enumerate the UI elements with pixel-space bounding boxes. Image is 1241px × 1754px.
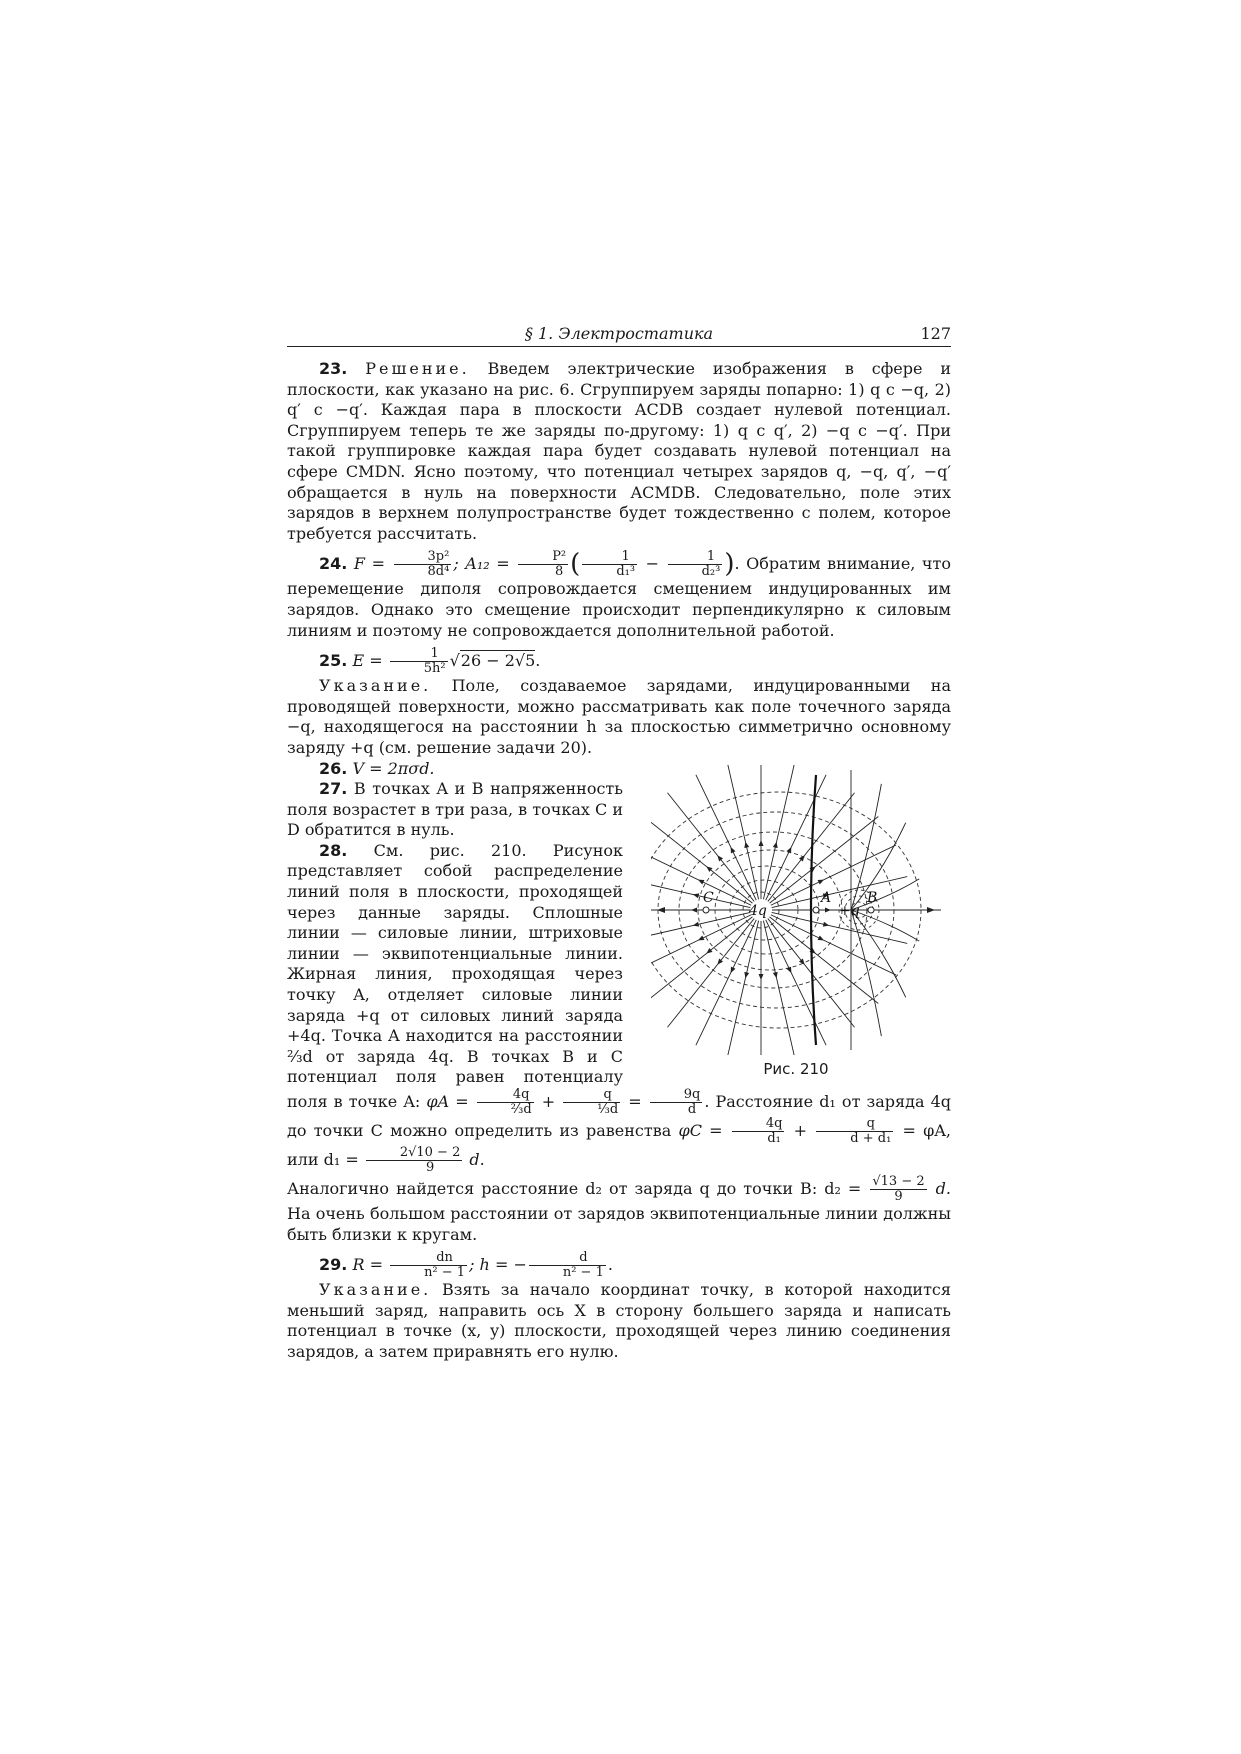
answer-text: Введем электрические изображения в сфере и плоскости, как указано на рис. 6. Сгруппируем заряды попарно: 1) q с −q, 2) q′ с −q′. Каждая пара в плоскости ACDB создает нулевой потенциал. Сгруппируем теперь те же заряды по-другому: 1) q с q′, 2) −q с −q′. При такой группировке каждая пара будет создавать нулевой потенциал на сфере CMDN. Ясно поэтому, что потенциал четырех зарядов q, −q, q′, −q′ обращается в нуль на поверхности ACMDB. Следовательно, поле этих зарядов в верхнем полупространстве будет тождественно с полем, которое требуется рассчитать.	[287, 359, 952, 543]
field-arrow	[743, 971, 749, 978]
answer-25: 25. E = $\frac{1}{\text{5h²}}$ √26 − 2√5.	[319, 646, 541, 677]
answer-26: 26. V = 2πσd.	[319, 758, 435, 778]
field-line	[851, 910, 919, 941]
answer-27: 27. В точках A и B напряженность поля возрастет в три раза, в точках C и D обратится в нуль.	[287, 779, 623, 840]
label-q: +q	[839, 902, 860, 919]
hint-text: Взять за начало координат точку, в которой находится меньший заряд, направить ось X в сторону большего заряда и написать потенциал в точке (x, y) плоскости, проходящей через линию соединения зарядов, а затем приравнять его нулю.	[287, 1280, 951, 1361]
field-arrow	[773, 971, 779, 978]
field-arrow	[787, 845, 794, 853]
problem-number: 28.	[319, 840, 348, 860]
fraction: $\frac{\text{P²}}{8}$	[518, 550, 568, 579]
field-arrow	[787, 966, 794, 974]
fraction: $\frac{1}{\text{5h²}}$	[390, 647, 448, 676]
field-arrow	[823, 921, 830, 927]
problem-number: 29.	[319, 1255, 348, 1275]
answer-28-cont: Аналогично найдется расстояние d₂ от заряда q до точки B: d₂ = $\frac{√13 - 2}{9}$ d. На очень большом расстоянии от зарядов эквипотенциальные линии должны быть близки к кругам.	[287, 1174, 951, 1244]
section-title: § 1. Электростатика	[524, 324, 714, 343]
field-arrow	[728, 845, 735, 853]
field-arrow	[759, 840, 764, 846]
field-arrow	[728, 966, 735, 974]
answer-24: 24. F = $\frac{\text{3p²}}{\text{8d⁴}}$ ; A₁₂ = $\frac{\text{P²}}{8}$ ( $\frac{1}{\text{d₁³}}$ − $\frac{1}{\text{d₂³}}$ ). Обратим внимание, что перемещение диполя сопровождается смещением индуцированных им зарядов. Однако это смещение происходит перпендикулярно к силовым линиям и поэтому не сопровождается дополнительной работой.	[287, 549, 951, 640]
problem-number: 23.	[319, 359, 348, 378]
field-arrow	[773, 841, 779, 848]
field-line	[767, 876, 907, 908]
field-line	[851, 910, 906, 997]
field-line	[651, 913, 756, 1003]
field-line	[728, 915, 760, 1054]
hint-label: Указание.	[319, 1280, 432, 1300]
figure-block	[287, 759, 951, 1246]
answer-23	[287, 359, 951, 544]
answer-label: Решение.	[365, 359, 470, 378]
field-arrow	[759, 974, 764, 980]
problem-number: 24.	[319, 554, 348, 574]
hint-29	[287, 1280, 951, 1362]
field-line	[767, 911, 907, 943]
point-c	[703, 907, 709, 913]
formula-part: F =	[353, 554, 392, 574]
page	[287, 322, 951, 1363]
field-arrow	[697, 935, 705, 942]
figure-caption: Рис. 210	[763, 1059, 829, 1078]
field-line	[728, 765, 760, 904]
formula-part: ; A₁₂ =	[453, 554, 517, 574]
label-b: B	[867, 889, 878, 906]
field-arrow	[692, 921, 699, 927]
field-line	[762, 765, 794, 904]
formula-part: E =	[352, 651, 388, 671]
square-root: 26 − 2√5	[460, 651, 536, 671]
page-number: 127	[920, 324, 951, 343]
label-a: A	[821, 889, 832, 906]
field-line	[851, 822, 906, 909]
problem-number: 25.	[319, 651, 348, 671]
running-header	[287, 322, 951, 347]
fraction: $\frac{\text{3p²}}{\text{8d⁴}}$	[394, 550, 452, 579]
figure-210	[641, 765, 951, 1080]
fraction: $\frac{1}{\text{d₁³}}$	[582, 550, 637, 579]
field-arrow	[743, 841, 749, 848]
field-lines-diagram	[651, 765, 941, 1055]
point-b	[868, 907, 874, 913]
field-arrow	[692, 891, 699, 897]
formula-part: −	[639, 554, 666, 574]
hint-25	[287, 676, 951, 758]
field-line	[651, 912, 756, 974]
field-arrow	[818, 935, 826, 942]
answer-29: 29. R = $\frac{dn}{\text{n² − 1}}$ ; h = − $\frac{d}{\text{n² − 1}}$ .	[319, 1250, 613, 1281]
label-4q: 4q	[749, 902, 767, 919]
axis-arrow	[927, 907, 935, 913]
fraction: $\frac{1}{\text{d₂³}}$	[668, 550, 723, 579]
field-arrow	[818, 877, 826, 884]
field-arrow	[697, 877, 705, 884]
hint-label: Указание.	[319, 676, 432, 696]
answer-28: 28. См. рис. 210. Рисунок представляет собой распределение линий поля в плоскости, проходящей через данные заряды. Сплошные линии — силовые линии, штриховые линии — эквипотенциальные линии. Жирная линия, проходящая через точку A, отделяет силовые линии заряда +q от силовых линий заряда +4q. Точка A находится на расстоянии ²⁄₃d от заряда 4q. В точках B и C потенциал поля равен потенциалу поля в точке A: φA = $\frac{4q}{\text{²⁄₃d}}$ + $\frac{q}{\text{¹⁄₃d}}$ = $\frac{9q}{d}$ . Расстояние d₁ от заряда 4q до точки C можно определить из равенства φC = $\frac{4q}{\text{d₁}}$ + $\frac{q}{\text{d + d₁}}$ = φA, или d₁ = $\frac{2√10 - 2}{9}$ d.	[287, 840, 951, 1175]
point-a	[813, 907, 819, 913]
answer-text: См. рис. 210. Рисунок представляет собой распределение линий поля в плоскости, проходящей через данные заряды. Сплошные линии — силовые линии, штриховые линии — эквипотенциальные линии. Жирная линия, проходящая через точку A, отделяет силовые линии заряда +q от силовых линий заряда +4q. Точка A находится на расстоянии ²⁄₃d от заряда 4q. В точках B и C потенциал поля равен потенциалу поля в точке A:	[287, 840, 623, 1111]
answer-text: . Обратим внимание, что перемещение диполя сопровождается смещением индуцированных им зарядов. Однако это смещение происходит перпендикулярно к силовым линиям и поэтому не сопровождается дополнительной работой.	[287, 554, 951, 640]
label-c: C	[703, 889, 714, 906]
hint-text: Поле, создаваемое зарядами, индуцированными на проводящей поверхности, можно рассматривать как поле точечного заряда −q, находящегося на расстоянии h за плоскостью симметрично основному заряду +q (см. решение задачи 20).	[287, 676, 951, 757]
